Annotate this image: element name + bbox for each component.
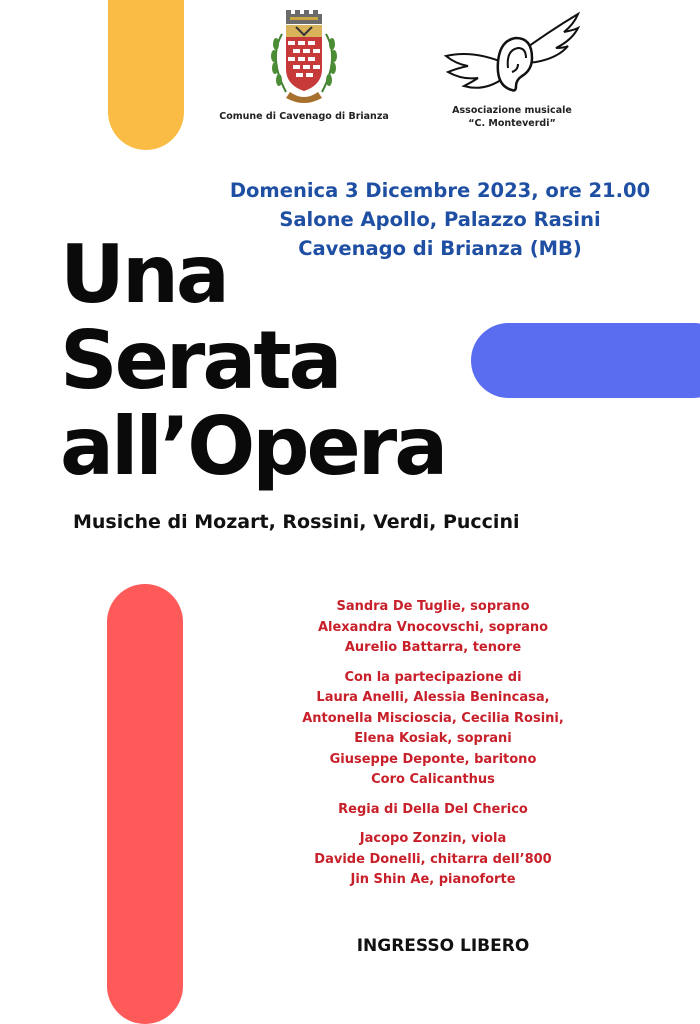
title-line: all’Opera bbox=[60, 400, 446, 493]
red-pill-decoration bbox=[107, 584, 183, 1024]
credit-line: Alexandra Vnocovschi, soprano bbox=[317, 619, 549, 635]
winged-ear-icon bbox=[442, 10, 582, 92]
credit-line: Coro Calicanthus bbox=[371, 772, 495, 787]
credit-line: Elena Kosiak, soprani bbox=[354, 731, 512, 746]
association-logo bbox=[432, 10, 592, 130]
page-title bbox=[60, 228, 480, 493]
credit-line: Aurelio Battarra, tenore bbox=[344, 640, 522, 655]
credits bbox=[290, 597, 576, 900]
credit-line: Regia di Della Del Cherico bbox=[338, 801, 528, 817]
credit-line: Giuseppe Deponte, baritono bbox=[329, 751, 537, 767]
event-venue: Salone Apollo, Palazzo Rasini bbox=[279, 208, 601, 231]
title-line: Serata bbox=[60, 314, 340, 407]
credit-line: Antonella Miscioscia, Cecilia Rosini, bbox=[302, 710, 564, 726]
credit-group-soloists bbox=[290, 597, 576, 659]
association-caption-line: “C. Monteverdi” bbox=[468, 118, 556, 129]
association-caption-line: Associazione musicale bbox=[452, 105, 572, 116]
subtitle: Musiche di Mozart, Rossini, Verdi, Puccini bbox=[73, 511, 520, 533]
credit-group-direction bbox=[290, 800, 576, 821]
credit-group-instrumentalists bbox=[290, 829, 576, 891]
yellow-pill-decoration bbox=[108, 0, 184, 150]
free-entry-notice: INGRESSO LIBERO bbox=[356, 936, 530, 956]
municipality-caption: Comune di Cavenago di Brianza bbox=[219, 111, 389, 122]
credit-line: Davide Donelli, chitarra dell’800 bbox=[314, 851, 552, 867]
credit-line: Jacopo Zonzin, viola bbox=[359, 831, 507, 846]
municipality-logo bbox=[215, 10, 393, 123]
coat-of-arms-icon bbox=[256, 10, 352, 104]
association-caption bbox=[432, 104, 592, 130]
credit-group-participants bbox=[290, 668, 576, 791]
credit-line: Laura Anelli, Alessia Benincasa, bbox=[316, 690, 550, 705]
event-location: Cavenago di Brianza (MB) bbox=[298, 237, 582, 260]
title-line: Una bbox=[60, 228, 227, 321]
blue-pill-decoration bbox=[471, 323, 700, 398]
credit-line: Jin Shin Ae, pianoforte bbox=[350, 872, 516, 887]
credit-line: Sandra De Tuglie, soprano bbox=[336, 599, 530, 614]
event-date-time: Domenica 3 Dicembre 2023, ore 21.00 bbox=[229, 179, 651, 202]
credit-line: Con la partecipazione di bbox=[344, 669, 522, 685]
